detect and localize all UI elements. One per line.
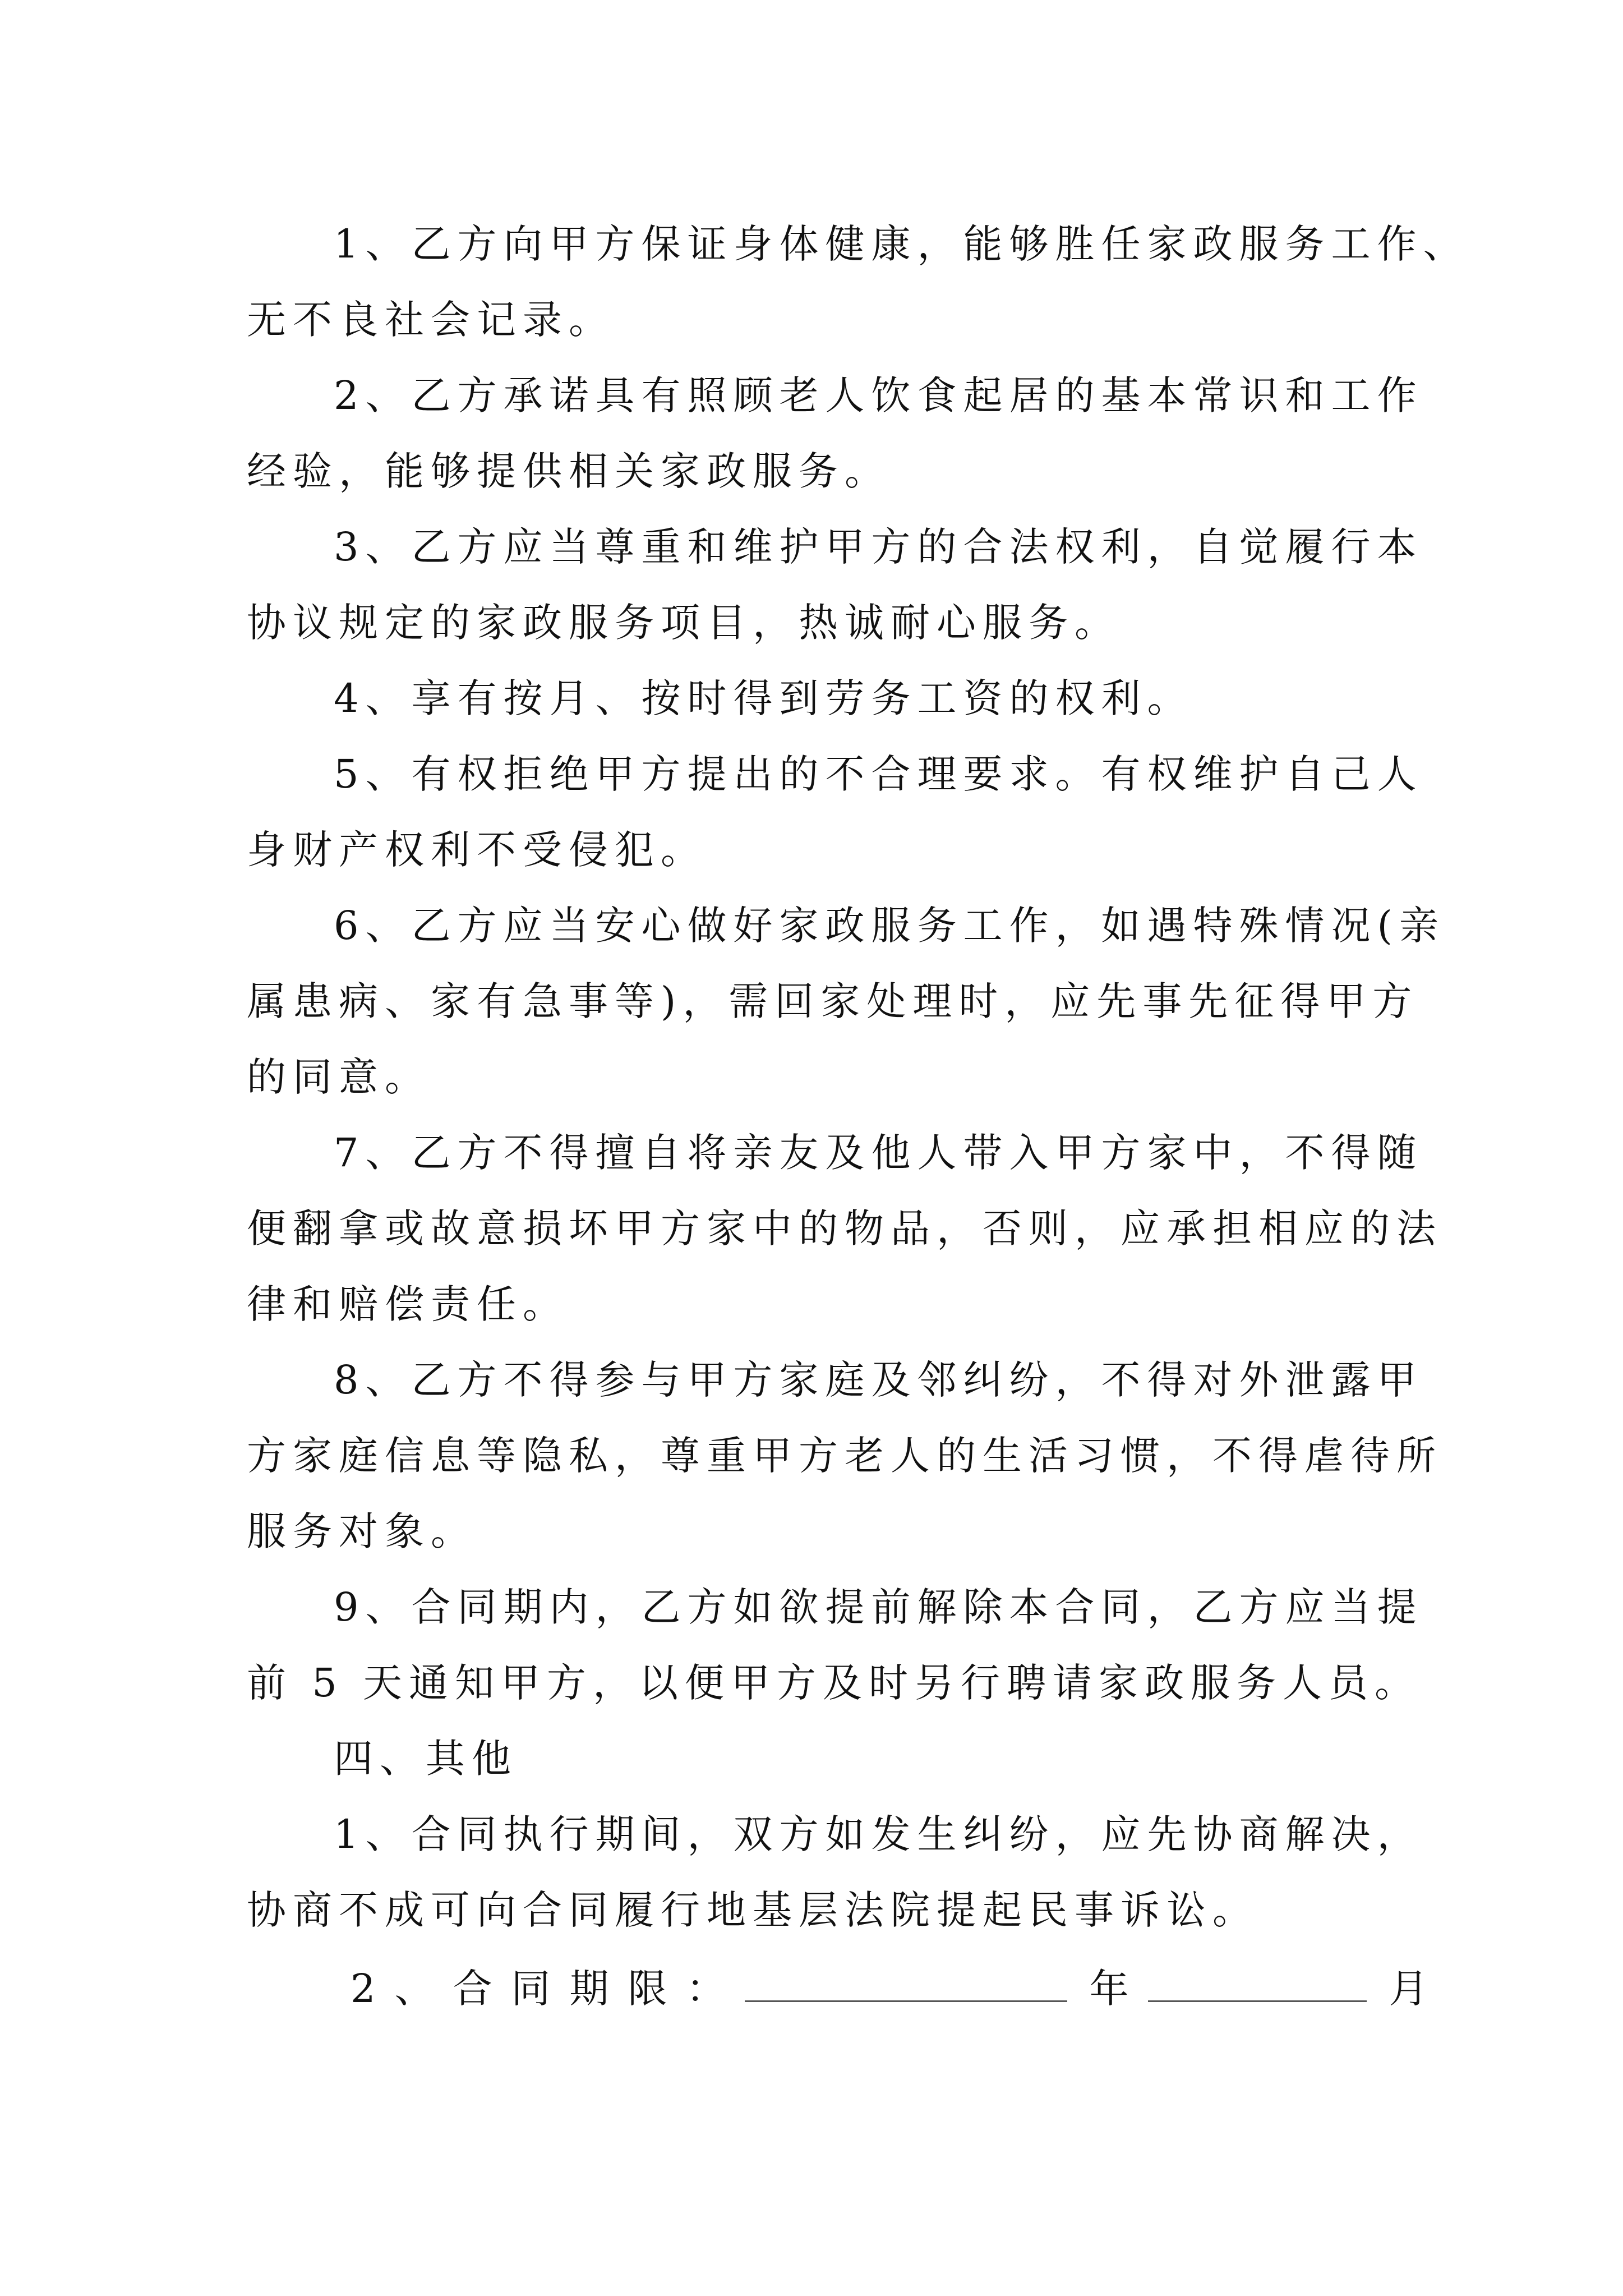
paragraph-7-line-2: 便翻拿或故意损坏甲方家中的物品，否则，应承担相应的法 (247, 1205, 1442, 1251)
paragraph-4-line-1: 4、享有按月、按时得到劳务工资的权利。 (334, 675, 1193, 721)
paragraph-3-line-1: 3、乙方应当尊重和维护甲方的合法权利，自觉履行本 (334, 524, 1423, 570)
month-label: 月 (1389, 1966, 1447, 2012)
paragraph-8-line-2: 方家庭信息等隐私，尊重甲方老人的生活习惯，不得虐待所 (247, 1433, 1442, 1479)
paragraph-7-line-3: 律和赔偿责任。 (247, 1281, 569, 1327)
paragraph-1-line-2: 无不良社会记录。 (247, 297, 615, 343)
paragraph-5-line-1: 5、有权拒绝甲方提出的不合理要求。有权维护自己人 (334, 751, 1423, 797)
contract-term-line (351, 1966, 1447, 2011)
paragraph-7-line-1: 7、乙方不得擅自将亲友及他人带入甲方家中，不得随 (334, 1130, 1423, 1176)
paragraph-6-line-3: 的同意。 (247, 1054, 431, 1100)
paragraph-2-line-2: 经验，能够提供相关家政服务。 (247, 448, 891, 494)
paragraph-3-line-2: 协议规定的家政服务项目，热诚耐心服务。 (247, 600, 1121, 646)
year-blank (745, 1967, 1067, 2002)
other-item-1-line-2: 协商不成可向合同履行地基层法院提起民事诉讼。 (247, 1887, 1258, 1933)
paragraph-9-line-2: 前 5 天通知甲方，以便甲方及时另行聘请家政服务人员。 (247, 1660, 1421, 1706)
paragraph-5-line-2: 身财产权利不受侵犯。 (247, 827, 707, 873)
paragraph-8-line-3: 服务对象。 (247, 1508, 477, 1554)
paragraph-2-line-1: 2、乙方承诺具有照顾老人饮食起居的基本常识和工作 (334, 372, 1423, 418)
section-heading-other: 四、其他 (334, 1736, 518, 1782)
month-blank (1148, 1967, 1367, 2002)
paragraph-6-line-2: 属患病、家有急事等)，需回家处理时，应先事先征得甲方 (247, 978, 1419, 1024)
other-item-1-line-1: 1、合同执行期间，双方如发生纠纷，应先协商解决， (334, 1811, 1423, 1857)
paragraph-8-line-1: 8、乙方不得参与甲方家庭及邻纠纷，不得对外泄露甲 (334, 1357, 1423, 1403)
paragraph-1-line-1: 1、乙方向甲方保证身体健康，能够胜任家政服务工作、 (334, 221, 1469, 267)
year-label: 年 (1089, 1966, 1148, 2012)
paragraph-6-line-1: 6、乙方应当安心做好家政服务工作，如遇特殊情况(亲 (334, 903, 1445, 949)
contract-term-label: 2、合同期限： (351, 1966, 745, 2012)
paragraph-9-line-1: 9、合同期内，乙方如欲提前解除本合同，乙方应当提 (334, 1584, 1423, 1630)
